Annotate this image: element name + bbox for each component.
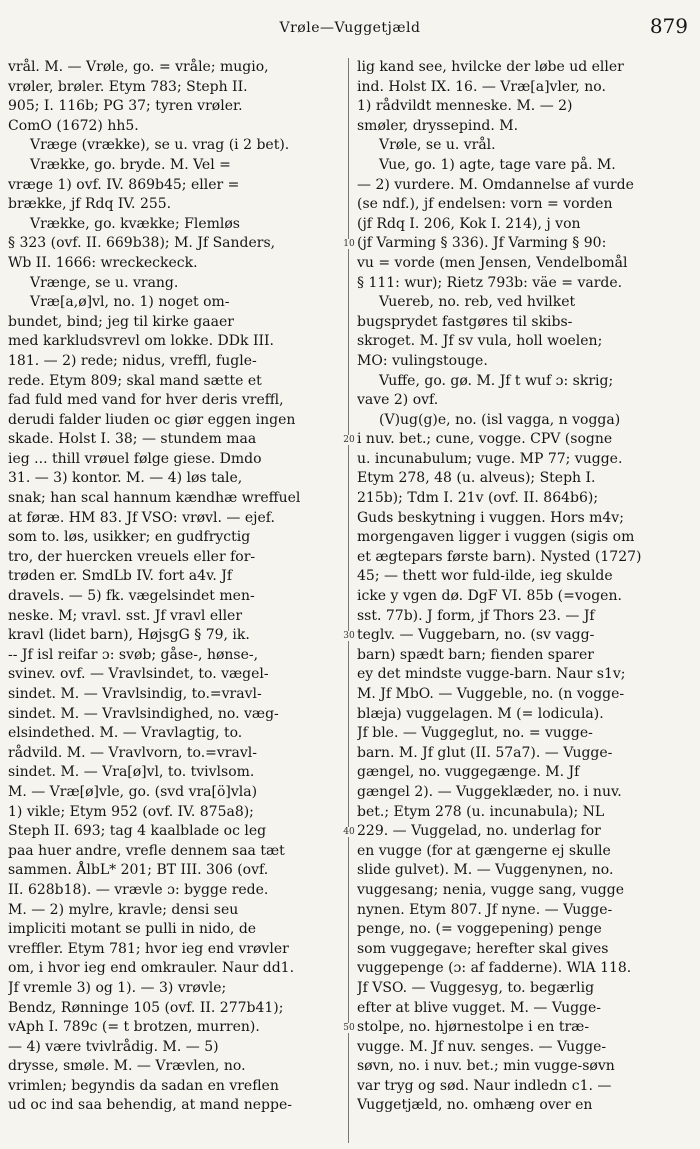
text-line: ind. Holst IX. 16. — Vræ[a]vler, no. [357, 78, 606, 95]
text-line: Vuggetjæld, no. omhæng over en [357, 1097, 593, 1114]
text-line: 905; I. 116b; PG 37; tyren vrøler. [8, 98, 243, 115]
text-line: vAph I. 789c (= t brotzen, murren). [8, 1019, 260, 1036]
text-line: 229. — Vuggelad, no. underlag for [357, 823, 601, 840]
text-line: barn) spædt barn; fienden sparer [357, 646, 594, 663]
text-line: gængel 2). — Vuggeklæder, no. i nuv. [357, 783, 622, 800]
text-line: i nuv. bet.; cune, vogge. CPV (sogne [357, 431, 613, 448]
text-line: som to. løs, usikker; en gudfryctig [8, 529, 251, 546]
text-line: Vrække, go. bryde. M. Vel = [30, 156, 231, 173]
text-line: Wb II. 1666: wreckeckeck. [8, 254, 198, 271]
text-line: vræge 1) ovf. IV. 869b45; eller = [8, 176, 240, 193]
text-line: bugsprydet fastgøres til skibs- [357, 313, 573, 330]
text-line: neske. M; vravl. sst. Jf vravl eller [8, 607, 243, 624]
page-header [8, 12, 692, 44]
text-line: skade. Holst I. 38; — stundem maa [8, 431, 257, 448]
text-line: rådvild. M. — Vravlvorn, to.=vravl- [8, 744, 257, 761]
text-line: Guds beskytning i vuggen. Hors m4v; [357, 509, 624, 526]
text-line: 215b); Tdm I. 21v (ovf. II. 864b6); [357, 490, 599, 507]
text-line: Jf VSO. — Vuggesyg, to. begærlig [357, 979, 595, 996]
text-line: 181. — 2) rede; nidus, vreffl, fugle- [8, 352, 257, 369]
text-line: (se ndf.), jf endelsen: vorn = vorden [357, 196, 613, 213]
text-line: Bendz, Rønninge 105 (ovf. II. 277b41); [8, 999, 284, 1016]
running-title: Vrøle—Vuggetjæld [279, 20, 421, 36]
text-line: 1) rådvildt menneske. M. — 2) [357, 98, 573, 115]
text-line: Vue, go. 1) agte, tage vare på. M. [379, 156, 616, 173]
text-line: vu = vorde (men Jensen, Vendelbomål [357, 254, 628, 271]
text-line: ComO (1672) hh5. [8, 117, 139, 134]
text-line: sindet. M. — Vravlsindig, to.=vravl- [8, 686, 262, 702]
text-line: bet.; Etym 278 (u. incunabula); NL [357, 803, 605, 820]
text-line: Vuereb, no. reb, ved hvilket [379, 294, 576, 311]
text-line: 31. — 3) kontor. M. — 4) løs tale, [8, 470, 243, 487]
text-line: var tryg og sød. Naur indledn c1. — [357, 1077, 612, 1094]
line-number-marker: 50 [343, 1023, 355, 1034]
text-line: ud oc ind saa behendig, at mand neppe- [8, 1097, 292, 1114]
text-line: -- Jf isl reifar ɔ: svøb; gåse-, hønse-, [8, 646, 259, 663]
text-line: morgengaven ligger i vuggen (sigis om [357, 529, 635, 546]
text-line: vrål. M. — Vrøle, go. = vråle; mugio, [8, 59, 269, 75]
text-line: Jf vremle 3) og 1). — 3) vrøvle; [8, 979, 227, 996]
text-line: — 2) vurdere. M. Omdannelse af vurde [357, 176, 634, 193]
text-line: barn. M. Jf glut (II. 57a7). — Vugge- [357, 744, 613, 761]
text-line: Vræge (vrække), se u. vrag (i 2 bet). [30, 137, 290, 154]
text-line: § 111: wur); Rietz 793b: väe = varde. [357, 274, 623, 291]
line-number-marker: 20 [343, 435, 355, 446]
text-line: smøler, dryssepind. M. [357, 117, 519, 134]
text-line: vuggepenge (ɔ: af fadderne). WlA 118. [357, 960, 632, 977]
text-line: Vrænge, se u. vrang. [30, 274, 179, 291]
text-line: om, i hvor ieg end omkrauler. Naur dd1. [8, 960, 295, 977]
text-line: med karkludsvrevl om lokke. DDk III. [8, 333, 274, 350]
text-line: penge, no. (= voggepening) penge [357, 921, 602, 938]
text-line: sammen. ÅlbL* 201; BT III. 306 (ovf. [8, 862, 269, 879]
text-line: brække, jf Rdq IV. 255. [8, 196, 172, 213]
text-line: — 4) være tvivlrådig. M. — 5) [8, 1038, 219, 1055]
text-line: rede. Etym 809; skal mand sætte et [8, 372, 262, 389]
text-line: at føræ. HM 83. Jf VSO: vrøvl. — ejef. [8, 509, 275, 526]
text-line: vuggesang; nenia, vugge sang, vugge [357, 881, 624, 898]
text-line: 45; — thett wor fuld-ilde, ieg skulde [357, 568, 613, 585]
text-line: Vrøle, se u. vrål. [379, 137, 496, 154]
line-number-marker: 40 [343, 827, 355, 838]
text-line: ey det mindste vugge-barn. Naur s1v; [357, 666, 626, 683]
line-number-marker: 10 [343, 239, 355, 250]
text-line: Vrække, go. kvække; Flemløs [30, 215, 240, 232]
text-line: fad fuld med vand for hver deris vreffl, [8, 392, 284, 409]
page-number: 879 [649, 14, 688, 38]
column-divider [348, 58, 349, 1143]
text-line: (V)ug(g)e, no. (isl vagga, n vogga) [379, 411, 621, 428]
text-line: slide gulvet). M. — Vuggenynen, no. [357, 862, 614, 879]
text-line: M. Jf MbO. — Vuggeble, no. (n vogge- [357, 686, 625, 702]
text-line: blæja) vuggelagen. M (= lodicula). [357, 705, 604, 722]
text-line: efter at blive vugget. M. — Vugge- [357, 999, 602, 1016]
text-line: (jf Varming § 336). Jf Varming § 90: [357, 235, 607, 252]
text-line: u. incunabulum; vuge. MP 77; vugge. [357, 450, 623, 467]
text-line: ieg ... thill vrøuel følge giese. Dmdo [8, 450, 262, 467]
text-line: stolpe, no. hjørnestolpe i en træ- [357, 1019, 590, 1036]
text-line: et ægtepars første barn). Nysted (1727) [357, 548, 642, 565]
text-line: søvn, no. i nuv. bet.; min vugge-søvn [357, 1058, 615, 1075]
text-line: snak; han scal hannum kændhæ wreffuel [8, 490, 301, 507]
text-line: M. — Vræ[ø]vle, go. (svd vra[ö]vla) [8, 783, 258, 800]
text-line: Vræ[a,ø]vl, no. 1) noget om- [30, 294, 230, 311]
text-line: teglv. — Vuggebarn, no. (sv vagg- [357, 627, 595, 644]
text-line: icke y vgen dø. DgF VI. 85b (=vogen. [357, 588, 622, 605]
text-line: Etym 278, 48 (u. alveus); Steph I. [357, 470, 596, 487]
line-number-marker: 30 [343, 631, 355, 642]
text-line: Vuffe, go. gø. M. Jf t wuf ɔ: skrig; [379, 372, 614, 389]
text-line: Steph II. 693; tag 4 kaalblade oc leg [8, 823, 267, 840]
text-line: sst. 77b). J form, jf Thors 23. — Jf [357, 607, 595, 624]
text-line: vugge. M. Jf nuv. senges. — Vugge- [357, 1038, 607, 1055]
text-line: trøden er. SmdLb IV. fort a4v. Jf [8, 568, 233, 585]
text-line: vrimlen; begyndis da sadan en vreflen [8, 1077, 279, 1094]
text-line: kravl (lidet barn), HøjsgG § 79, ik. [8, 627, 250, 644]
text-line: gængel, no. vuggegænge. M. Jf [357, 764, 580, 781]
text-line: som vuggegave; herefter skal gives [357, 940, 609, 957]
left-column [8, 58, 341, 1143]
text-line: nynen. Etym 807. Jf nyne. — Vugge- [357, 901, 613, 918]
text-line: bundet, bind; jeg til kirke gaaer [8, 313, 234, 330]
text-line: sindet. M. — Vravlsindighed, no. væg- [8, 705, 279, 722]
text-line: lig kand see, hvilcke der løbe ud eller [357, 59, 624, 75]
text-line: II. 628b18). — vrævle ɔ: bygge rede. [8, 881, 269, 898]
right-column [357, 58, 692, 1143]
text-line: Jf ble. — Vuggeglut, no. = vugge- [357, 725, 593, 742]
text-line: elsindethed. M. — Vravlagtig, to. [8, 725, 243, 742]
text-line: drysse, smøle. M. — Vrævlen, no. [8, 1058, 246, 1075]
text-line: svinev. ovf. — Vravlsindet, to. vægel- [8, 666, 269, 683]
text-line: paa huer andre, vrefle dennem saa tæt [8, 842, 285, 859]
text-line: § 323 (ovf. II. 669b38); M. Jf Sanders, [8, 235, 276, 252]
text-line: M. — 2) mylre, kravle; densi seu [8, 901, 239, 918]
dictionary-columns [8, 58, 692, 1143]
text-line: skroget. M. Jf sv vula, holl woelen; [357, 333, 603, 350]
text-line: (jf Rdq I. 206, Kok I. 214), j von [357, 215, 581, 232]
text-line: en vugge (for at gængerne ej skulle [357, 842, 611, 859]
text-line: vave 2) ovf. [357, 392, 439, 409]
text-line: derudi falder liuden oc giør eggen ingen [8, 411, 296, 428]
text-line: sindet. M. — Vra[ø]vl, to. tvivlsom. [8, 764, 255, 781]
text-line: MO: vulingstouge. [357, 352, 488, 369]
text-line: 1) vikle; Etym 952 (ovf. IV. 875a8); [8, 803, 254, 820]
text-line: dravels. — 5) fk. vægelsindet men- [8, 588, 255, 605]
text-line: vrøler, brøler. Etym 783; Steph II. [8, 78, 248, 95]
text-line: vreffler. Etym 781; hvor ieg end vrøvler [8, 940, 289, 957]
text-line: impliciti motant se pulli in nido, de [8, 921, 257, 938]
text-line: tro, der huercken vreuels eller for- [8, 548, 256, 565]
